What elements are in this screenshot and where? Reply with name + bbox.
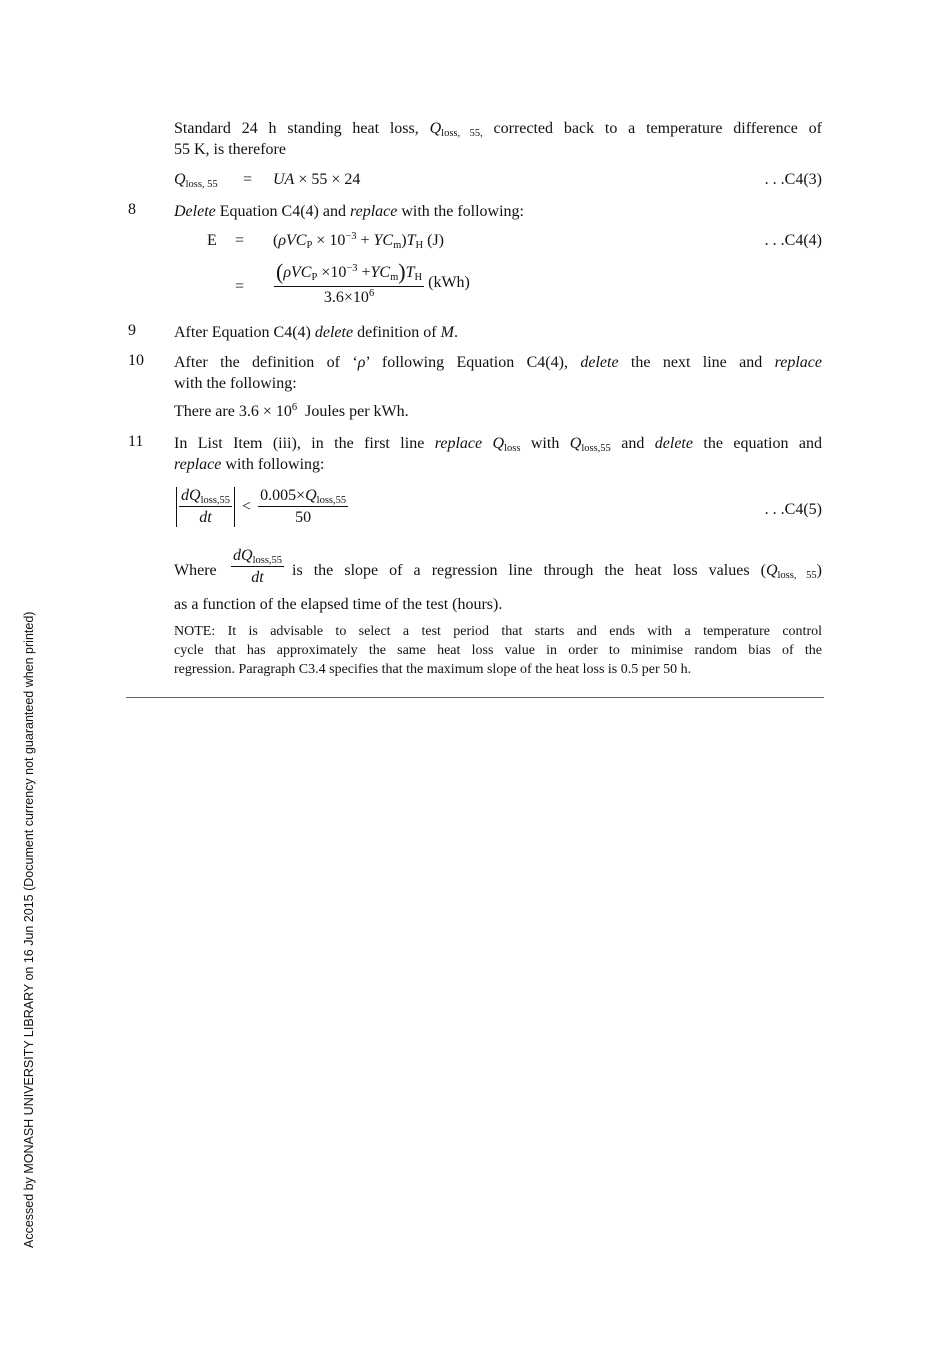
eq5-dq: dQ	[181, 487, 201, 504]
intro-line-1	[174, 118, 822, 139]
eq4-yc: YC	[373, 232, 394, 249]
item10-there-a: There are 3.6 × 10	[174, 403, 292, 420]
item-11-text	[174, 433, 822, 475]
where-q-sub: loss, 55	[777, 570, 817, 581]
item9-text-b: definition of	[353, 324, 441, 341]
eq4-equals: =	[235, 232, 245, 249]
eq5-lhs-frac	[179, 487, 232, 527]
where-q: Q	[765, 562, 778, 579]
eq4-e: E	[207, 232, 217, 249]
eq4-frac-numerator: $(\rho VC_P \times 10^{-3} +YC_m)T_H$	[274, 259, 424, 287]
item8-text-b: with the following:	[397, 203, 524, 220]
eq4-frac-den-exp: 6	[368, 288, 375, 299]
eq4-frac-denominator	[274, 287, 424, 307]
where-text	[292, 562, 822, 580]
eq4-fraction	[274, 259, 470, 307]
eq4-close-paren: )	[401, 232, 407, 249]
eq4-exponent: −3	[345, 231, 357, 242]
eq4-h-sub: H	[415, 240, 424, 251]
item-10-text	[174, 352, 822, 394]
item11-line-1	[174, 433, 822, 454]
item11-text-a: In List Item (iii), in the first line	[174, 435, 435, 452]
eq5-num-a: 0.005×	[260, 487, 306, 504]
item8-text-a: Equation C4(4) and	[215, 203, 350, 220]
eq4-line1	[273, 232, 444, 250]
item-9-text	[174, 322, 822, 343]
eq4-frac-rho: ρVC	[283, 264, 312, 281]
item10-line-2: with the following:	[174, 375, 297, 392]
where-dq: dQ	[233, 547, 253, 564]
item-8-number: 8	[128, 201, 136, 218]
eq3-reference: . . .C4(3)	[764, 171, 822, 188]
where-frac-wrap	[231, 547, 284, 587]
item11-delete: delete	[654, 435, 693, 452]
where-text-b: )	[816, 562, 822, 579]
item11-line-2	[174, 454, 822, 475]
item11-q1: Q	[492, 435, 505, 452]
item10-there-exp: 6	[291, 402, 298, 413]
eq5-den: 50	[295, 509, 312, 526]
eq4-frac-p: P	[311, 272, 318, 283]
eq4-unit-kwh: (kWh)	[428, 274, 470, 291]
q-subscript: loss, 55,	[441, 128, 483, 139]
item-10-number: 10	[128, 352, 144, 369]
where-frac-numerator	[231, 547, 284, 567]
eq3-rhs	[273, 171, 360, 189]
intro-paragraph	[174, 118, 822, 160]
where-line-2: as a function of the elapsed time of the test (hours).	[174, 596, 503, 613]
item10-there-line	[174, 403, 409, 421]
item-9-number: 9	[128, 322, 136, 339]
item9-delete: delete	[314, 324, 354, 341]
item11-q1-sub: loss	[504, 443, 521, 454]
item9-text-a: After Equation C4(4)	[174, 324, 315, 341]
item9-period: .	[453, 324, 458, 341]
equation-c4-3	[174, 171, 218, 189]
item10-text-a: After the definition of ‘	[174, 354, 358, 371]
eq5-rhs-numerator	[258, 487, 348, 507]
q-symbol: Q	[429, 120, 442, 137]
eq3-q-subscript: loss, 55	[185, 179, 218, 190]
note-block	[174, 622, 822, 679]
eq5-dq-sub: loss,55	[200, 495, 231, 506]
item10-text-b: ’ following Equation C4(4),	[365, 354, 581, 371]
eq5-rhs-frac	[258, 487, 348, 527]
eq4-frac	[274, 259, 424, 307]
access-notice: Accessed by MONASH UNIVERSITY LIBRARY on 16 Jun 2015 (Document currency not guaranteed when printed)	[22, 611, 36, 1248]
eq5-reference: . . .C4(5)	[764, 501, 822, 518]
eq4-frac-h: H	[414, 272, 423, 283]
eq4-plus: +	[356, 232, 374, 249]
item10-rho: ρ	[357, 354, 366, 371]
item11-q2: Q	[569, 435, 582, 452]
eq4-frac-exp: −3	[346, 263, 358, 274]
where-text-a: is the slope of a regression line through the heat loss values (	[292, 562, 766, 579]
eq4-frac-den: 3.6×10	[323, 289, 369, 306]
where-dt: dt	[251, 569, 264, 586]
eq3-rhs-rest: × 55 × 24	[294, 171, 361, 188]
item10-there-b: Joules per kWh.	[297, 403, 409, 420]
item11-text-d: the equation and	[692, 435, 822, 452]
where-dq-sub: loss,55	[252, 555, 283, 566]
item11-q2-sub: loss,55	[581, 443, 611, 454]
eq5-absolute-value	[176, 487, 235, 527]
eq4-times-ten: × 10	[312, 232, 346, 249]
item11-replace: replace	[434, 435, 483, 452]
eq5-num-sub: loss,55	[316, 495, 347, 506]
eq4-m-sub: m	[393, 240, 402, 251]
eq4-t: T	[406, 232, 416, 249]
eq5-num-q: Q	[305, 487, 317, 504]
item11-text-b: with	[520, 435, 570, 452]
eq3-equals: =	[243, 171, 253, 188]
note-line-2: cycle that has approximately the same heat loss value in order to minimise random bias of the	[174, 643, 822, 658]
intro-text-a: Standard 24 h standing heat loss,	[174, 120, 430, 137]
eq3-ua: UA	[273, 171, 295, 188]
item9-m: M	[440, 324, 454, 341]
eq4-p-sub: P	[306, 240, 313, 251]
item10-text-c: the next line and	[618, 354, 775, 371]
where-word: Where	[174, 562, 217, 579]
item11-text-c: and	[610, 435, 655, 452]
item11-replace-2: replace	[174, 456, 222, 473]
note-line-3: regression. Paragraph C3.4 specifies that the maximum slope of the heat loss is 0.5 per 50 h.	[174, 662, 692, 677]
item8-replace: replace	[349, 203, 398, 220]
eq4-open-paren: (	[273, 232, 279, 249]
note-line-1: NOTE: It is advisable to select a test period that starts and ends with a temperature control	[174, 624, 822, 639]
eq5-lhs-numerator	[179, 487, 232, 507]
eq4-frac-t: T	[405, 264, 415, 281]
where-frac	[231, 547, 284, 587]
item8-delete: Delete	[174, 203, 216, 220]
eq3-q: Q	[174, 171, 186, 188]
intro-text-b: corrected back to a temperature difference of	[482, 120, 823, 137]
eq4-rho-vc: ρVC	[278, 232, 307, 249]
intro-line-2: 55 K, is therefore	[174, 141, 286, 158]
eq4-equals-2: =	[235, 278, 245, 295]
section-divider	[126, 697, 824, 698]
eq5-less-than: <	[242, 498, 252, 515]
eq4-frac-m: m	[390, 272, 399, 283]
equation-c4-5	[176, 487, 348, 527]
item-11-number: 11	[128, 433, 144, 450]
eq4-unit-j: (J)	[423, 232, 444, 249]
item10-replace: replace	[774, 354, 823, 371]
eq5-dt: dt	[199, 509, 212, 526]
item10-line-1	[174, 352, 822, 373]
eq4-reference: . . .C4(4)	[764, 232, 822, 249]
item11-text-e: with following:	[221, 456, 325, 473]
eq4-frac-yc: YC	[370, 264, 391, 281]
item10-delete: delete	[580, 354, 619, 371]
eq4-frac-plus: +	[357, 264, 371, 281]
item-8-text	[174, 201, 822, 222]
eq4-frac-times: ×10	[317, 264, 347, 281]
